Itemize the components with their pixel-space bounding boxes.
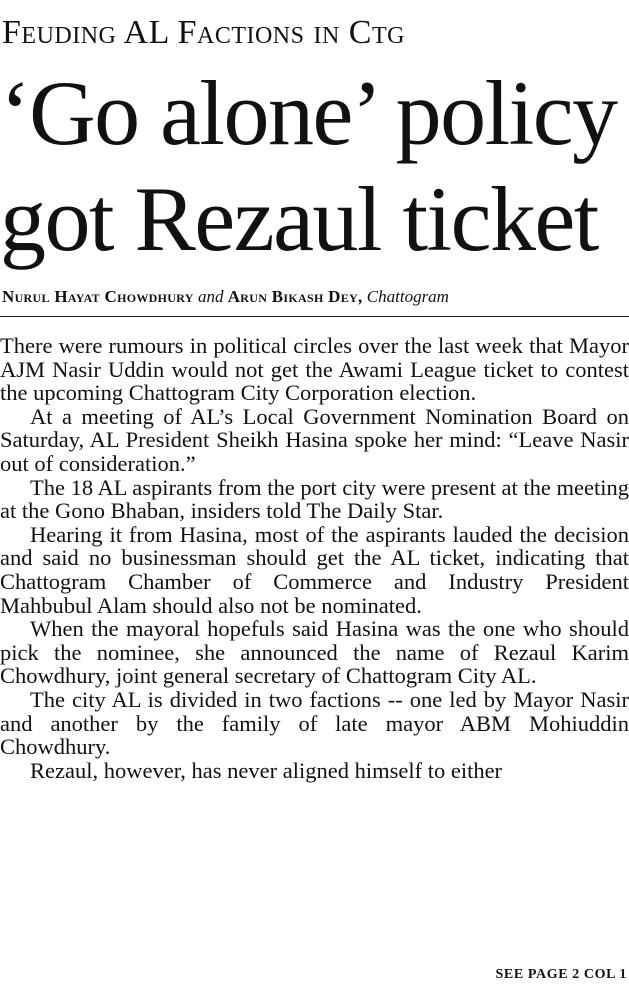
body-paragraph: When the mayoral hopefuls said Hasina was the one who should pick the nominee, she announced the name of Rezaul Karim Chowdhury, joint general secretary of Chattogram City AL. bbox=[0, 616, 629, 689]
body-paragraph: At a meeting of AL’s Local Government Nomination Board on Saturday, AL President Sheikh Hasina spoke her mind: “Leave Nasir out of consideration.” bbox=[0, 403, 629, 476]
headline-line-2: got Rezaul ticket bbox=[0, 168, 598, 270]
body-paragraph: There were rumours in political circles over the last week that Mayor AJM Nasir Uddin would not get the Awami League ticket to contest the upcoming Chattogram City Corporation election. bbox=[0, 333, 629, 406]
byline-divider bbox=[0, 316, 629, 317]
byline-conjunction: and bbox=[197, 287, 224, 306]
byline-author-2: Arun Bikash Dey, bbox=[227, 287, 363, 306]
headline-line-1: ‘Go alone’ policy bbox=[0, 62, 617, 164]
body-paragraph: The city AL is divided in two factions -- one led by Mayor Nasir and another by the family of late mayor ABM Mohiuddin Chowdhury. bbox=[0, 686, 629, 760]
body-paragraph: Hearing it from Hasina, most of the aspirants lauded the decision and said no businessman should get the AL ticket, indicating that Chattogram Chamber of Commerce and Industry President Mahbubul Alam should also not be nominated. bbox=[0, 521, 629, 618]
body-paragraph: The 18 AL aspirants from the port city were present at the meeting at the Gono Bhaban, insiders told The Daily Star. bbox=[0, 474, 629, 524]
byline-location: Chattogram bbox=[366, 287, 449, 306]
byline bbox=[2, 286, 449, 308]
kicker: Feuding AL Factions in Ctg bbox=[2, 14, 405, 51]
headline bbox=[0, 60, 629, 272]
continued-on-page-link[interactable]: SEE PAGE 2 COL 1 bbox=[495, 967, 627, 982]
article-body bbox=[0, 334, 629, 782]
byline-author-1: Nurul Hayat Chowdhury bbox=[2, 287, 194, 306]
body-paragraph: Rezaul, however, has never aligned himself to either bbox=[30, 757, 503, 783]
